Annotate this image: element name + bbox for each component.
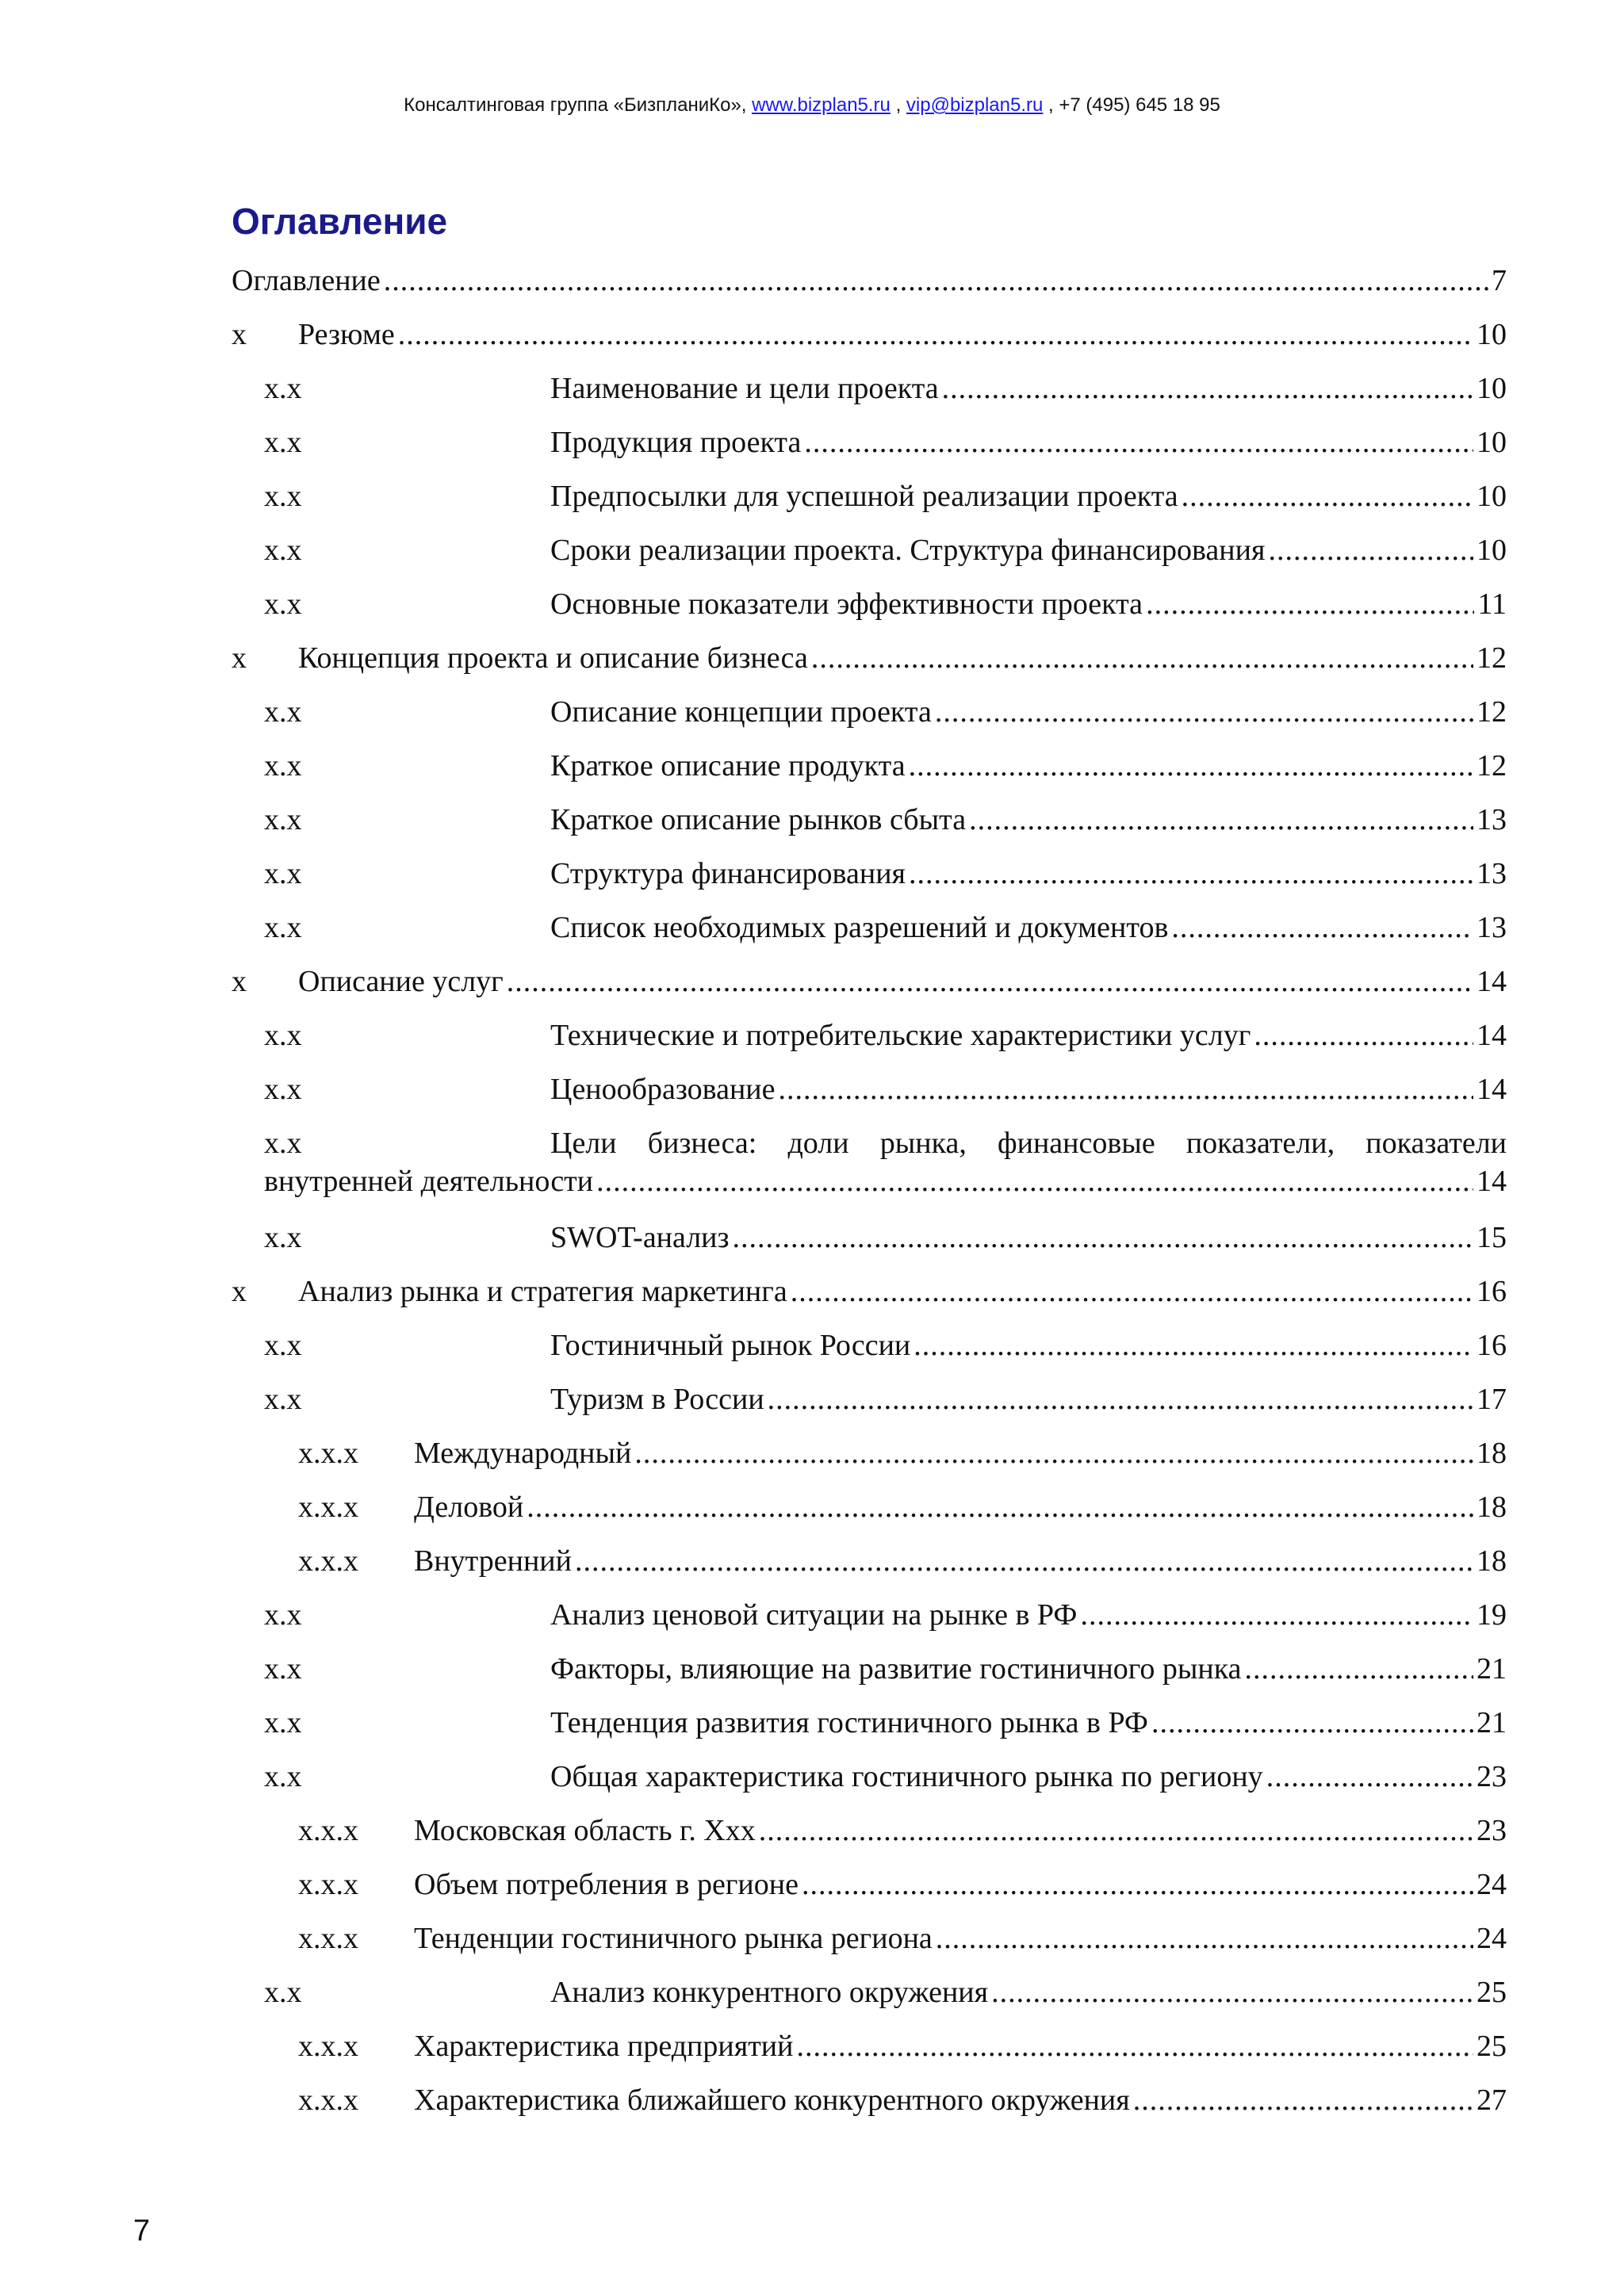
toc-entry[interactable] bbox=[232, 641, 1507, 695]
toc-entry[interactable] bbox=[232, 1759, 1507, 1813]
toc-entry-number: x.x bbox=[264, 1383, 302, 1416]
toc-entry-title: Анализ ценовой ситуации на рынке в РФ bbox=[550, 1598, 1078, 1632]
toc-entry-page: 18 bbox=[1477, 1544, 1507, 1578]
toc-entry-page: 10 bbox=[1477, 480, 1507, 513]
toc-entry-number: x.x bbox=[264, 803, 302, 836]
toc-entry-title: Гостиничный рынок России bbox=[550, 1329, 911, 1362]
toc-entry-line bbox=[264, 1164, 1507, 1199]
toc-leader-dots bbox=[914, 1328, 1473, 1363]
site-link[interactable]: www.bizplan5.ru bbox=[752, 94, 891, 116]
toc-leader-dots bbox=[768, 1382, 1473, 1417]
toc-entry-number: x.x bbox=[264, 1706, 302, 1739]
toc-entry-page: 23 bbox=[1477, 1760, 1507, 1793]
toc-entry-title: Факторы, влияющие на развитие гостиничного рынка bbox=[550, 1652, 1242, 1686]
phone-number: , +7 (495) 645 18 95 bbox=[1048, 94, 1220, 116]
toc-entry-title-continued: внутренней деятельности bbox=[264, 1165, 594, 1198]
toc-entry[interactable] bbox=[232, 1651, 1507, 1705]
toc-entry-page: 12 bbox=[1477, 695, 1507, 729]
toc-entry[interactable] bbox=[232, 371, 1507, 425]
toc-leader-dots bbox=[1133, 2083, 1473, 2118]
toc-entry[interactable] bbox=[232, 1490, 1507, 1544]
toc-entry-number: x.x.x bbox=[298, 1490, 358, 1524]
toc-leader-dots bbox=[1151, 1705, 1473, 1740]
toc-heading: Оглавление bbox=[232, 201, 448, 242]
toc-entry[interactable] bbox=[232, 2029, 1507, 2083]
toc-entry[interactable] bbox=[232, 1975, 1507, 2029]
toc-entry-page: 25 bbox=[1477, 1976, 1507, 2009]
toc-entry-title: Описание концепции проекта bbox=[550, 695, 932, 729]
toc-leader-dots bbox=[778, 1072, 1473, 1107]
toc-entry[interactable] bbox=[232, 479, 1507, 533]
toc-leader-dots bbox=[936, 1921, 1473, 1956]
toc-entry[interactable] bbox=[232, 587, 1507, 641]
toc-entry-page: 14 bbox=[1477, 1019, 1507, 1052]
toc-entry-number: x.x bbox=[264, 1976, 302, 2009]
toc-leader-dots bbox=[634, 1436, 1473, 1471]
toc-leader-dots bbox=[1254, 1018, 1473, 1053]
toc-leader-dots bbox=[575, 1544, 1473, 1578]
toc-entry-page: 25 bbox=[1477, 2030, 1507, 2063]
toc-entry-number: x.x.x bbox=[298, 1814, 358, 1847]
toc-leader-dots bbox=[802, 1867, 1473, 1902]
toc-entry-title: Краткое описание продукта bbox=[550, 749, 906, 783]
toc-entry-page: 21 bbox=[1477, 1652, 1507, 1686]
toc-entry[interactable] bbox=[232, 1382, 1507, 1436]
toc-leader-dots bbox=[909, 748, 1473, 783]
toc-leader-dots bbox=[384, 263, 1488, 298]
toc-entry-number: x.x bbox=[264, 749, 302, 783]
toc-entry-title: Тенденции гостиничного рынка региона bbox=[414, 1922, 933, 1955]
toc-entry-title: Туризм в России bbox=[550, 1383, 764, 1416]
toc-entry[interactable] bbox=[232, 1436, 1507, 1490]
toc-entry-number: x bbox=[232, 318, 247, 351]
toc-entry-number: x.x bbox=[264, 426, 302, 459]
toc-entry-page: 24 bbox=[1477, 1922, 1507, 1955]
toc-entry-title: Наименование и цели проекта bbox=[550, 372, 939, 405]
toc-entry[interactable] bbox=[232, 425, 1507, 479]
toc-entry-number: x.x.x bbox=[298, 1437, 358, 1470]
toc-entry-number: x.x bbox=[264, 1127, 302, 1160]
toc-entry[interactable] bbox=[232, 964, 1507, 1018]
toc-entry-number: x.x bbox=[264, 1329, 302, 1362]
toc-leader-dots bbox=[909, 856, 1473, 891]
page-number: 7 bbox=[133, 2214, 151, 2248]
toc-entry-title: Оглавление bbox=[232, 264, 381, 297]
toc-entry-page: 13 bbox=[1477, 857, 1507, 890]
toc-entry-number: x bbox=[232, 965, 247, 998]
header-separator: , bbox=[895, 94, 902, 116]
toc-entry-page: 13 bbox=[1477, 803, 1507, 836]
toc-entry-number: x.x bbox=[264, 1019, 302, 1052]
toc-entry-page: 14 bbox=[1477, 1073, 1507, 1106]
toc-entry[interactable] bbox=[232, 263, 1507, 317]
toc-entry-title: Список необходимых разрешений и документов bbox=[550, 911, 1169, 944]
toc-leader-dots bbox=[1146, 587, 1474, 622]
toc-entry[interactable] bbox=[232, 910, 1507, 964]
toc-leader-dots bbox=[507, 964, 1473, 999]
toc-entry-page: 14 bbox=[1477, 1165, 1507, 1198]
toc-entry-number: x.x bbox=[264, 695, 302, 729]
toc-entry-page: 10 bbox=[1477, 426, 1507, 459]
toc-entry-page: 24 bbox=[1477, 1868, 1507, 1901]
toc-entry[interactable] bbox=[232, 1598, 1507, 1651]
toc-entry[interactable] bbox=[232, 1705, 1507, 1759]
toc-entry-page: 27 bbox=[1477, 2084, 1507, 2117]
toc-entry-page: 12 bbox=[1477, 641, 1507, 675]
toc-entry[interactable] bbox=[232, 856, 1507, 910]
toc-leader-dots bbox=[733, 1220, 1473, 1255]
toc-entry-line bbox=[264, 1126, 1507, 1164]
toc-entry[interactable] bbox=[232, 533, 1507, 587]
toc-entry[interactable] bbox=[232, 2083, 1507, 2137]
toc-entry-title: Характеристика предприятий bbox=[414, 2030, 794, 2063]
toc-entry-page: 21 bbox=[1477, 1706, 1507, 1739]
toc-entry[interactable] bbox=[232, 1018, 1507, 1072]
toc-entry-title: SWOT-анализ bbox=[550, 1221, 730, 1254]
email-link[interactable]: vip@bizplan5.ru bbox=[906, 94, 1044, 116]
toc-entry-number: x bbox=[232, 1275, 247, 1308]
toc-entry[interactable] bbox=[232, 802, 1507, 856]
toc-entry-title: Предпосылки для успешной реализации проекта bbox=[550, 480, 1178, 513]
toc-entry-title: Сроки реализации проекта. Структура финансирования bbox=[550, 534, 1266, 567]
toc-entry-number: x.x bbox=[264, 857, 302, 890]
toc-entry-title: Описание услуг bbox=[298, 965, 504, 998]
toc-entry-title: Объем потребления в регионе bbox=[414, 1868, 799, 1901]
toc-entry-number: x.x.x bbox=[298, 2084, 358, 2117]
toc-leader-dots bbox=[527, 1490, 1473, 1525]
table-of-contents bbox=[232, 263, 1507, 2137]
toc-leader-dots bbox=[1266, 1759, 1473, 1794]
toc-leader-dots bbox=[791, 1274, 1473, 1309]
toc-entry-number: x bbox=[232, 641, 247, 675]
toc-entry-number: x.x.x bbox=[298, 1922, 358, 1955]
toc-leader-dots bbox=[1171, 910, 1473, 945]
toc-entry-page: 11 bbox=[1477, 587, 1507, 621]
toc-leader-dots bbox=[942, 371, 1473, 406]
toc-entry-page: 7 bbox=[1492, 264, 1507, 297]
toc-entry[interactable] bbox=[232, 1072, 1507, 1126]
toc-entry-number: x.x bbox=[264, 1652, 302, 1686]
toc-entry-title: Цели бизнеса: доли рынка, финансовые показатели, показатели bbox=[550, 1127, 1507, 1160]
toc-entry-number: x.x bbox=[264, 1598, 302, 1632]
toc-entry[interactable] bbox=[232, 1921, 1507, 1975]
toc-leader-dots bbox=[398, 317, 1473, 352]
toc-leader-dots bbox=[1268, 533, 1473, 568]
company-name: Консалтинговая группа «БизпланиКо», bbox=[404, 94, 747, 116]
toc-entry[interactable] bbox=[232, 1813, 1507, 1867]
toc-entry-page: 10 bbox=[1477, 372, 1507, 405]
toc-entry-number: x.x bbox=[264, 1073, 302, 1106]
toc-entry-page: 16 bbox=[1477, 1275, 1507, 1308]
toc-entry-number: x.x bbox=[264, 534, 302, 567]
toc-entry-number: x.x bbox=[264, 372, 302, 405]
toc-leader-dots bbox=[969, 802, 1473, 837]
toc-entry-title: Анализ конкурентного окружения bbox=[550, 1976, 989, 2009]
toc-leader-dots bbox=[935, 695, 1473, 729]
toc-entry-title: Тенденция развития гостиничного рынка в РФ bbox=[550, 1706, 1148, 1739]
toc-leader-dots bbox=[1245, 1651, 1474, 1686]
toc-entry-title: Международный bbox=[414, 1437, 632, 1470]
toc-entry-title: Общая характеристика гостиничного рынка по региону bbox=[550, 1760, 1263, 1793]
toc-leader-dots bbox=[1080, 1598, 1473, 1632]
toc-entry-page: 23 bbox=[1477, 1814, 1507, 1847]
toc-entry-page: 10 bbox=[1477, 534, 1507, 567]
toc-entry-number: x.x bbox=[264, 1760, 302, 1793]
toc-entry[interactable] bbox=[232, 1867, 1507, 1921]
toc-entry[interactable] bbox=[232, 317, 1507, 371]
toc-entry-title: Концепция проекта и описание бизнеса bbox=[298, 641, 808, 675]
toc-leader-dots bbox=[796, 2029, 1473, 2064]
toc-entry[interactable] bbox=[232, 1126, 1507, 1220]
toc-leader-dots bbox=[596, 1164, 1473, 1199]
toc-entry-number: x.x.x bbox=[298, 1868, 358, 1901]
toc-entry-page: 12 bbox=[1477, 749, 1507, 783]
toc-entry-title: Продукция проекта bbox=[550, 426, 802, 459]
toc-entry-page: 18 bbox=[1477, 1490, 1507, 1524]
toc-leader-dots bbox=[991, 1975, 1473, 2010]
toc-leader-dots bbox=[811, 641, 1473, 675]
toc-entry-page: 18 bbox=[1477, 1437, 1507, 1470]
toc-entry-title: Характеристика ближайшего конкурентного окружения bbox=[414, 2084, 1130, 2117]
toc-entry-title: Анализ рынка и стратегия маркетинга bbox=[298, 1275, 787, 1308]
toc-entry-title: Структура финансирования bbox=[550, 857, 906, 890]
toc-entry-title: Внутренний bbox=[414, 1544, 572, 1578]
toc-entry-number: x.x bbox=[264, 587, 302, 621]
toc-leader-dots bbox=[804, 425, 1473, 460]
toc-entry-title: Краткое описание рынков сбыта bbox=[550, 803, 967, 836]
toc-entry-title: Ценообразование bbox=[550, 1073, 776, 1106]
toc-entry-title: Московская область г. Ххх bbox=[414, 1814, 756, 1847]
toc-entry[interactable] bbox=[232, 1220, 1507, 1274]
toc-entry[interactable] bbox=[232, 1274, 1507, 1328]
toc-entry-number: x.x bbox=[264, 480, 302, 513]
toc-entry[interactable] bbox=[232, 748, 1507, 802]
toc-entry-number: x.x bbox=[264, 1221, 302, 1254]
toc-entry[interactable] bbox=[232, 1544, 1507, 1598]
toc-entry[interactable] bbox=[232, 695, 1507, 748]
toc-entry-title: Технические и потребительские характеристики услуг bbox=[550, 1019, 1251, 1052]
toc-entry-page: 14 bbox=[1477, 965, 1507, 998]
toc-entry-number: x.x.x bbox=[298, 1544, 358, 1578]
toc-entry-page: 10 bbox=[1477, 318, 1507, 351]
toc-entry-page: 16 bbox=[1477, 1329, 1507, 1362]
toc-entry-number: x.x.x bbox=[298, 2030, 358, 2063]
toc-leader-dots bbox=[759, 1813, 1473, 1848]
toc-entry-page: 17 bbox=[1477, 1383, 1507, 1416]
toc-entry-page: 13 bbox=[1477, 911, 1507, 944]
page-header bbox=[0, 94, 1624, 117]
toc-entry-title: Деловой bbox=[414, 1490, 524, 1524]
toc-entry-title: Резюме bbox=[298, 318, 395, 351]
toc-entry[interactable] bbox=[232, 1328, 1507, 1382]
toc-entry-page: 15 bbox=[1477, 1221, 1507, 1254]
toc-leader-dots bbox=[1182, 479, 1473, 514]
toc-entry-page: 19 bbox=[1477, 1598, 1507, 1632]
toc-entry-title: Основные показатели эффективности проекта bbox=[550, 587, 1143, 621]
toc-entry-number: x.x bbox=[264, 911, 302, 944]
